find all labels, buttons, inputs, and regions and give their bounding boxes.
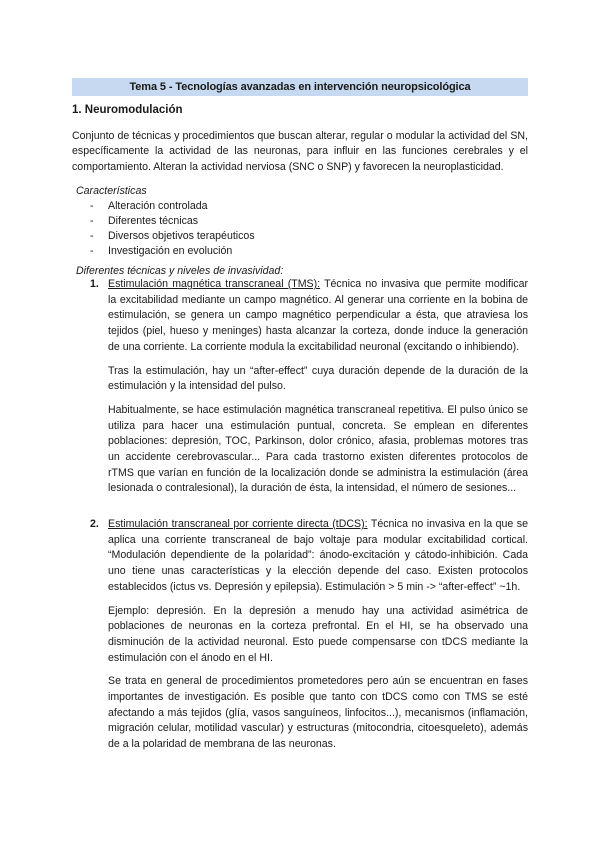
dash-marker: -	[90, 214, 94, 227]
item-heading: Estimulación magnética transcraneal (TMS):	[108, 278, 321, 290]
list-item-text: Diferentes técnicas	[108, 214, 199, 227]
item-text: Técnica no invasiva que permite modificar la excitabilidad mediante un campo magnético. Al generar una corriente en la bobina de estimulación, se genera un campo magnético perpendicular a ésta, que atraviesa los tejidos (piel, hueso y meninges) hasta alcanzar la corteza, donde induce la generación de una corriente. La corriente modula la excitabilidad neuronal (excitando o inhibiendo).	[108, 278, 529, 353]
tecnicas-label: Diferentes técnicas y niveles de invasividad:	[76, 265, 284, 277]
list-item	[72, 229, 528, 244]
list-item	[72, 214, 528, 229]
dash-marker: -	[90, 244, 94, 257]
item-heading: Estimulación transcraneal por corriente directa (tDCS):	[108, 518, 368, 530]
dash-marker: -	[90, 200, 94, 212]
item-number: 1.	[90, 278, 99, 290]
item-paragraph: Ejemplo: depresión. En la depresión a menudo hay una actividad asimétrica de poblaciones de neuronas en la corteza prefrontal. En el HI, se ha observado una disminución de la actividad neuronal. Esto puede compensarse con tDCS mediante la estimulación con el ánodo en el HI.	[108, 604, 528, 664]
item-paragraph: Tras la estimulación, hay un “after-effect” cuya duración depende de la duración de la estimulación y la intensidad del pulso.	[108, 364, 528, 393]
list-item	[72, 244, 528, 259]
item-paragraph: Se trata en general de procedimientos prometedores pero aún se encuentran en fases importantes de investigación. Es posible que tanto con tDCS como con TMS se esté afectando a más tejidos (glía, vasos sanguíneos, linfocitos...), mecanismos (inflamación, migración celular, motilidad vascular) y estructuras (mitocondria, citoesqueleto), además de a la polaridad de membrana de las neuronas.	[108, 675, 528, 751]
caracteristicas-list	[72, 199, 528, 259]
item-body	[108, 517, 528, 753]
topic-banner: Tema 5 - Tecnologías avanzadas en intervención neuropsicológica	[72, 78, 528, 96]
item-paragraph	[108, 277, 528, 356]
item-paragraph: Habitualmente, se hace estimulación magnética transcraneal repetitiva. El pulso único se utiliza para hacer una estimulación puntual, concreta. Se emplean en diferentes poblaciones: depresión, TOC, Parkinson, dolor crónico, afasia, problemas motores tras un accidente cerebrovascular... Para cada trastorno existen diferentes protocolos de rTMS que varían en función de la localización donde se administra la estimulación (área lesionada o contralesional), la duración de ésta, la intensidad, el número de sesiones...	[108, 403, 528, 495]
list-item-text: Alteración controlada	[108, 200, 208, 212]
intro-paragraph: Conjunto de técnicas y procedimientos que buscan alterar, regular o modular la actividad del SN, específicamente la actividad de las neuronas, para influir en las funciones cerebrales y el comportamiento. Alteran la actividad nerviosa (SNC o SNP) y favorecen la neuroplasticidad.	[72, 129, 528, 173]
list-item	[72, 199, 528, 214]
item-paragraph	[108, 517, 528, 596]
dash-marker: -	[90, 229, 94, 242]
list-item-text: Diversos objetivos terapéuticos	[108, 229, 255, 242]
item-text: Técnica no invasiva en la que se aplica una corriente transcraneal de bajo voltaje para modular excitabilidad cortical. “Modulación dependiente de la polaridad”: ánodo-excitación y cátodo-inhibición. Cada uno tiene unas características y la elección depende del caso. Existen protocolos establecidos (ictus vs. Depresión y epilepsia). Estimulación > 5 min -> “after-effect” ~1h.	[108, 518, 528, 593]
list-item-text: Investigación en evolución	[108, 244, 233, 257]
section-heading: 1. Neuromodulación	[72, 104, 183, 116]
item-body	[108, 277, 528, 497]
caracteristicas-label: Características	[76, 185, 147, 197]
item-number: 2.	[90, 518, 99, 530]
